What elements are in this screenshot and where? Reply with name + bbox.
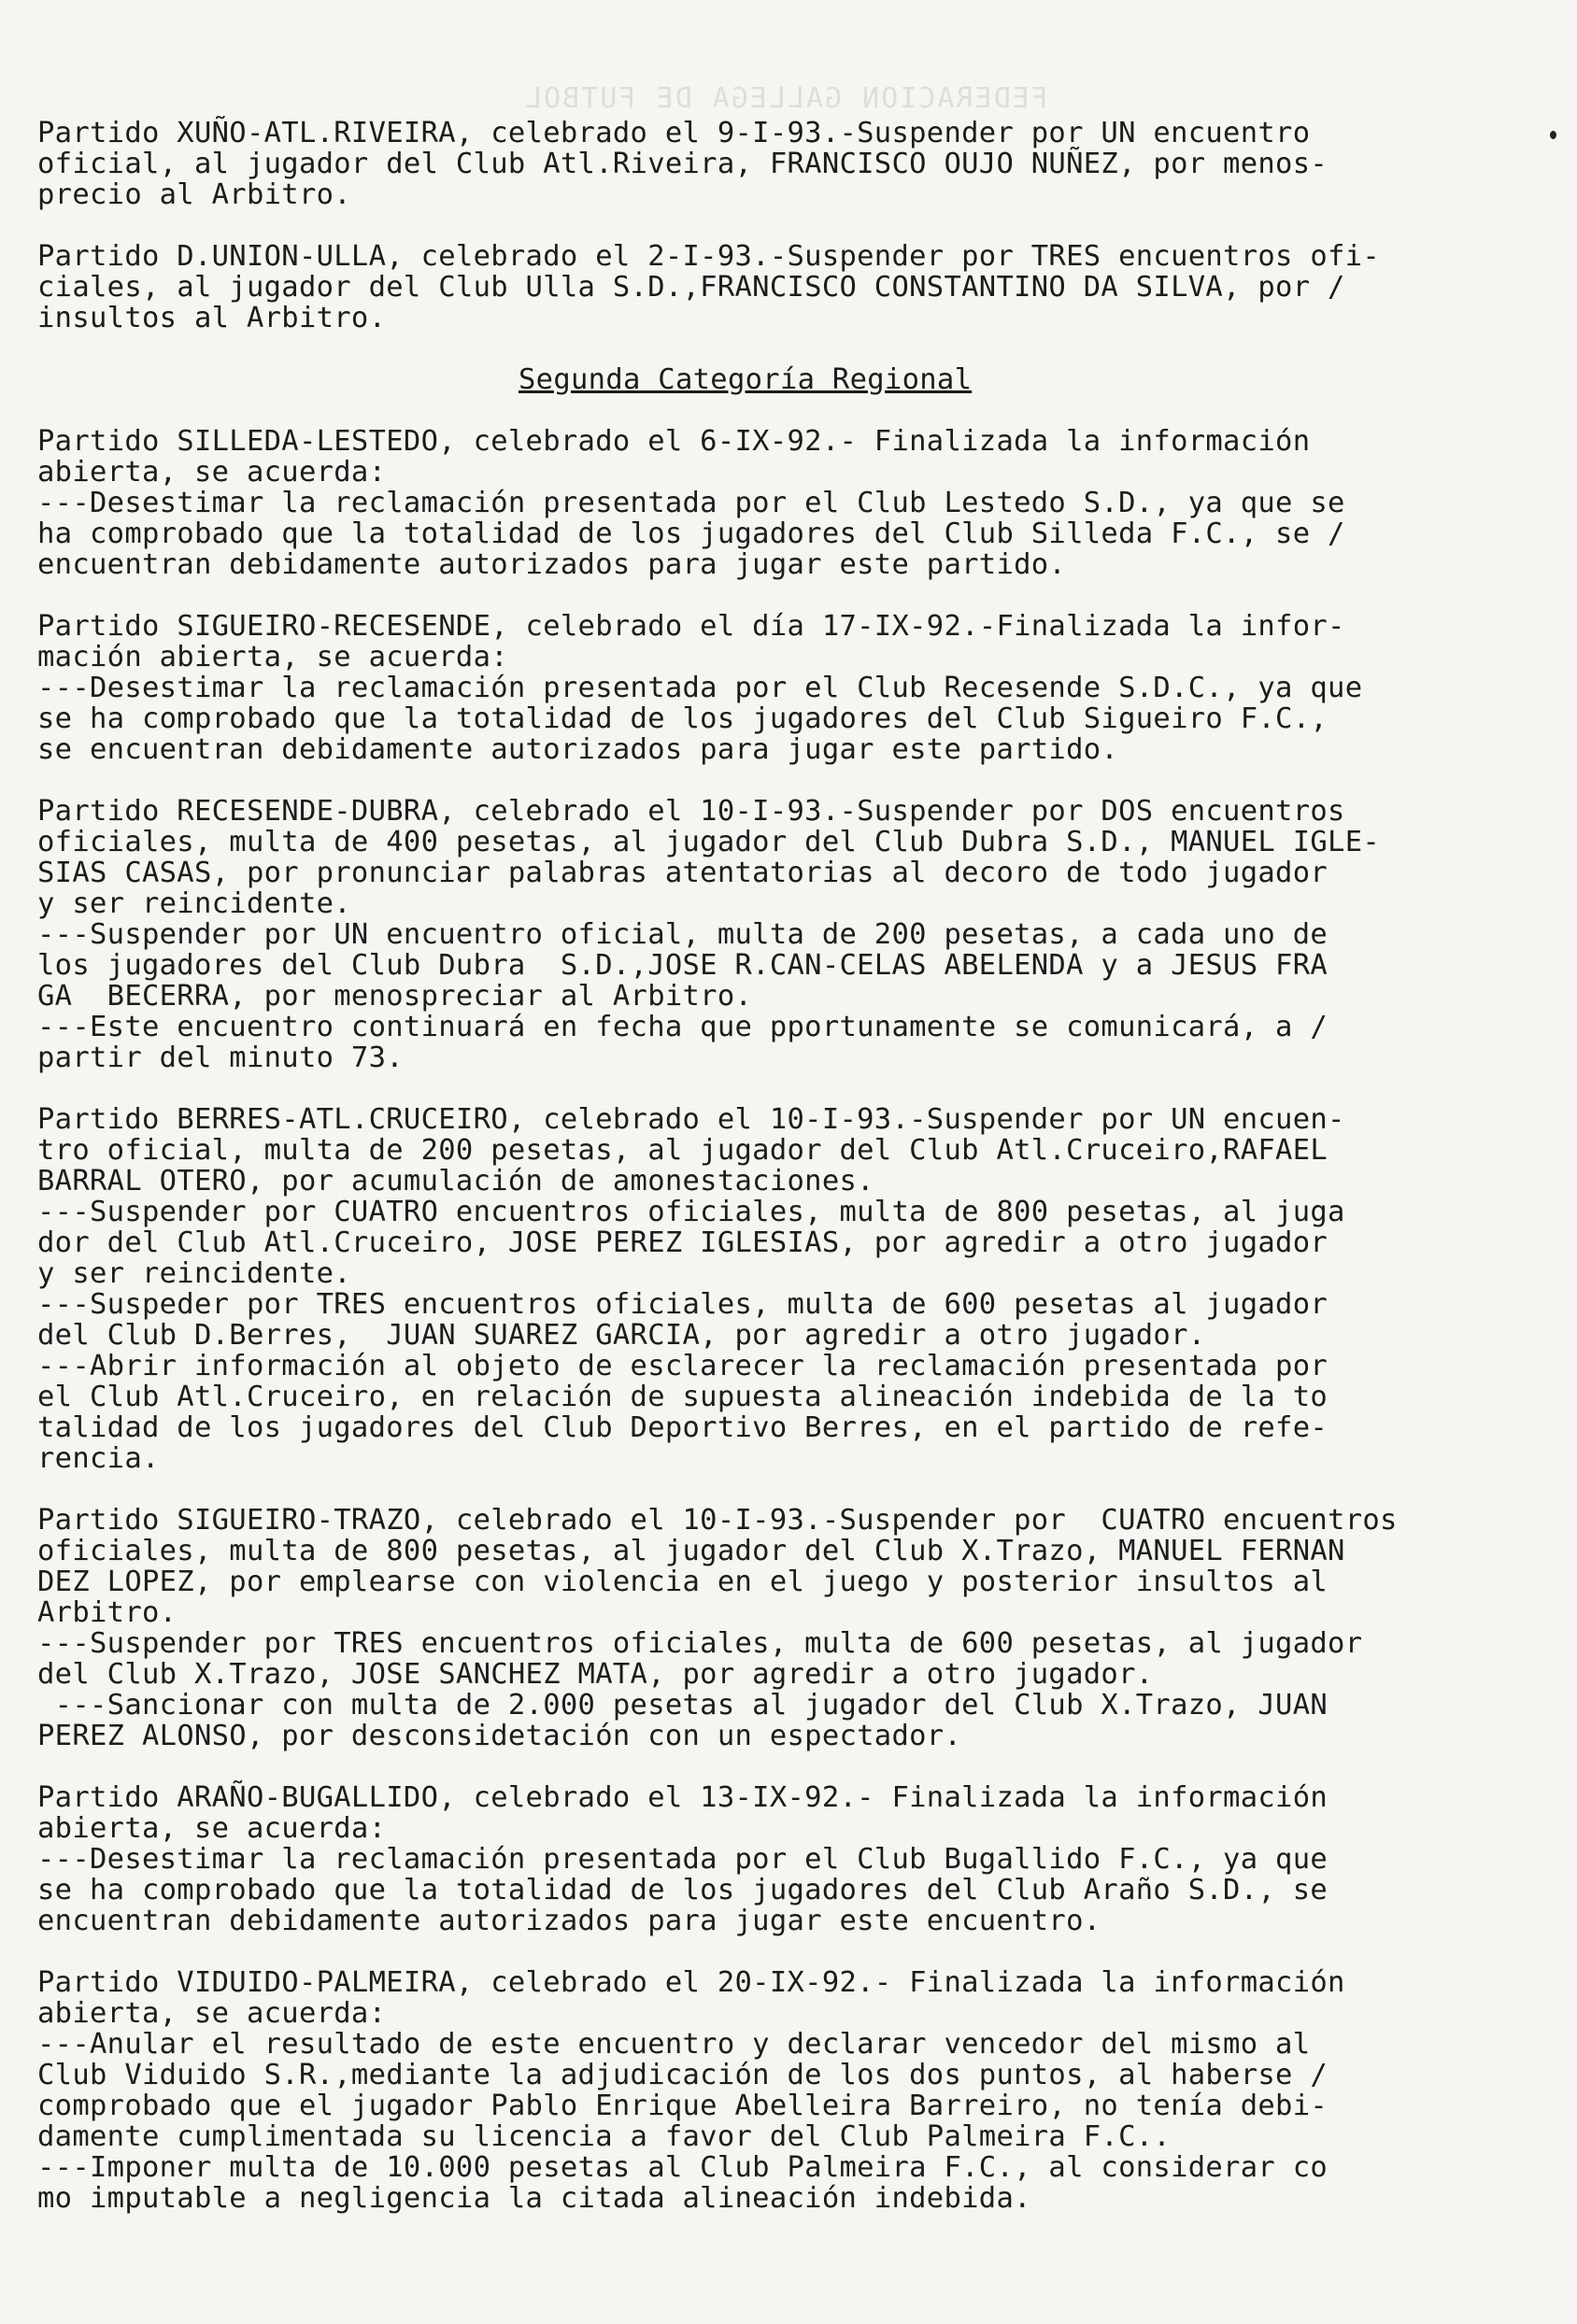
paragraph-gap <box>37 1474 1541 1505</box>
text-line: talidad de los jugadores del Club Deportivo Berres, en el partido de refe- <box>37 1411 1328 1444</box>
text-line: partir del minuto 73. <box>37 1042 404 1074</box>
text-line: se ha comprobado que la totalidad de los jugadores del Club Sigueiro F.C., <box>37 702 1328 735</box>
text-line: rencia. <box>37 1442 160 1475</box>
text-line: Partido RECESENDE-DUBRA, celebrado el 10-I-93.-Suspender por DOS encuentros <box>37 795 1345 828</box>
text-line: Partido BERRES-ATL.CRUCEIRO, celebrado el 10-I-93.-Suspender por UN encuen- <box>37 1103 1345 1136</box>
paragraph-gap <box>37 1073 1541 1104</box>
paragraph-gap <box>37 1751 1541 1782</box>
document-body <box>37 118 1541 2214</box>
paragraph-gap <box>37 580 1541 611</box>
ruling-paragraph <box>37 1104 1541 1474</box>
ruling-paragraph <box>37 118 1541 210</box>
text-line: y ser reincidente. <box>37 1257 351 1290</box>
text-line: ---Sancionar con multa de 2.000 pesetas al jugador del Club X.Trazo, JUAN <box>37 1689 1328 1722</box>
paragraph-gap <box>37 395 1541 426</box>
ruling-paragraph <box>37 426 1541 580</box>
text-line: ---Suspender por CUATRO encuentros oficiales, multa de 800 pesetas, al juga <box>37 1196 1345 1228</box>
text-line: Partido ARAÑO-BUGALLIDO, celebrado el 13-IX-92.- Finalizada la información <box>37 1781 1328 1814</box>
text-line: se ha comprobado que la totalidad de los jugadores del Club Araño S.D., se <box>37 1874 1328 1906</box>
text-line: Partido SIGUEIRO-RECESENDE, celebrado el día 17-IX-92.-Finalizada la infor- <box>37 610 1345 643</box>
text-line: oficiales, multa de 800 pesetas, al jugador del Club X.Trazo, MANUEL FERNAN <box>37 1535 1345 1567</box>
text-line: ---Suspender por TRES encuentros oficiales, multa de 600 pesetas, al jugador <box>37 1627 1363 1660</box>
text-line: Club Viduido S.R.,mediante la adjudicación de los dos puntos, al haberse / <box>37 2059 1328 2091</box>
ruling-paragraph <box>37 1782 1541 1936</box>
text-line: Partido VIDUIDO-PALMEIRA, celebrado el 20-IX-92.- Finalizada la información <box>37 1966 1345 1999</box>
text-line: mación abierta, se acuerda: <box>37 641 508 673</box>
text-line: ciales, al jugador del Club Ulla S.D.,FRANCISCO CONSTANTINO DA SILVA, por / <box>37 271 1345 304</box>
text-line: del Club X.Trazo, JOSE SANCHEZ MATA, por agredir a otro jugador. <box>37 1658 1154 1691</box>
text-line: encuentran debidamente autorizados para jugar este partido. <box>37 548 1067 581</box>
text-line: Partido D.UNION-ULLA, celebrado el 2-I-93.-Suspender por TRES encuentros ofi- <box>37 240 1381 273</box>
text-line: Arbitro. <box>37 1596 178 1629</box>
text-line: el Club Atl.Cruceiro, en relación de supuesta alineación indebida de la to <box>37 1381 1328 1413</box>
text-line: BARRAL OTERO, por acumulación de amonestaciones. <box>37 1165 874 1197</box>
text-line: ---Suspender por UN encuentro oficial, multa de 200 pesetas, a cada uno de <box>37 918 1328 951</box>
text-line: del Club D.Berres, JUAN SUAREZ GARCIA, por agredir a otro jugador. <box>37 1319 1206 1352</box>
text-line: ---Abrir información al objeto de esclarecer la reclamación presentada por <box>37 1350 1328 1382</box>
text-line: abierta, se acuerda: <box>37 1997 387 2030</box>
text-line: mo imputable a negligencia la citada alineación indebida. <box>37 2182 1031 2215</box>
paragraph-gap <box>37 1936 1541 1967</box>
paragraph-gap <box>37 333 1541 364</box>
text-line: tro oficial, multa de 200 pesetas, al jugador del Club Atl.Cruceiro,RAFAEL <box>37 1134 1328 1167</box>
paragraph-gap <box>37 210 1541 241</box>
ruling-paragraph <box>37 241 1541 333</box>
text-line: precio al Arbitro. <box>37 178 351 211</box>
text-line: abierta, se acuerda: <box>37 1812 387 1845</box>
text-line: ---Suspeder por TRES encuentros oficiales, multa de 600 pesetas al jugador <box>37 1288 1328 1321</box>
ruling-paragraph <box>37 611 1541 765</box>
ink-mark <box>1550 131 1556 139</box>
text-line: comprobado que el jugador Pablo Enrique Abelleira Barreiro, no tenía debi- <box>37 2090 1328 2122</box>
text-line: Partido SILLEDA-LESTEDO, celebrado el 6-IX-92.- Finalizada la información <box>37 425 1311 458</box>
text-line: ha comprobado que la totalidad de los jugadores del Club Silleda F.C., se / <box>37 517 1345 550</box>
text-line: Partido SIGUEIRO-TRAZO, celebrado el 10-I-93.-Suspender por CUATRO encuentros <box>37 1504 1398 1537</box>
text-line: SIAS CASAS, por pronunciar palabras atentatorias al decoro de todo jugador <box>37 857 1328 889</box>
text-line: ---Desestimar la reclamación presentada por el Club Bugallido F.C., ya que <box>37 1843 1328 1876</box>
ruling-paragraph <box>37 1505 1541 1751</box>
ruling-paragraph <box>37 796 1541 1073</box>
text-line: oficial, al jugador del Club Atl.Riveira, FRANCISCO OUJO NUÑEZ, por menos- <box>37 148 1328 180</box>
text-line: abierta, se acuerda: <box>37 456 387 489</box>
text-line: encuentran debidamente autorizados para jugar este encuentro. <box>37 1905 1101 1937</box>
text-line: y ser reincidente. <box>37 887 351 920</box>
text-line: GA BECERRA, por menospreciar al Arbitro. <box>37 980 753 1013</box>
text-line: se encuentran debidamente autorizados para jugar este partido. <box>37 733 1119 766</box>
text-line: los jugadores del Club Dubra S.D.,JOSE R.CAN-CELAS ABELENDA y a JESUS FRA <box>37 949 1328 982</box>
text-line: DEZ LOPEZ, por emplearse con violencia en el juego y posterior insultos al <box>37 1566 1328 1598</box>
text-line: damente cumplimentada su licencia a favor del Club Palmeira F.C.. <box>37 2120 1172 2153</box>
text-line: Partido XUÑO-ATL.RIVEIRA, celebrado el 9-I-93.-Suspender por UN encuentro <box>37 117 1311 149</box>
text-line: ---Imponer multa de 10.000 pesetas al Club Palmeira F.C., al considerar co <box>37 2151 1328 2184</box>
text-line: dor del Club Atl.Cruceiro, JOSE PEREZ IGLESIAS, por agredir a otro jugador <box>37 1226 1328 1259</box>
text-line: oficiales, multa de 400 pesetas, al jugador del Club Dubra S.D., MANUEL IGLE- <box>37 826 1381 858</box>
paragraph-gap <box>37 765 1541 796</box>
text-line: ---Desestimar la reclamación presentada por el Club Lestedo S.D., ya que se <box>37 487 1345 519</box>
text-line: insultos al Arbitro. <box>37 302 387 334</box>
text-line: ---Este encuentro continuará en fecha que pportunamente se comunicará, a / <box>37 1011 1328 1043</box>
ruling-paragraph <box>37 1967 1541 2214</box>
text-line: ---Anular el resultado de este encuentro y declarar vencedor del mismo al <box>37 2028 1311 2061</box>
text-line: ---Desestimar la reclamación presentada por el Club Recesende S.D.C., ya que <box>37 672 1363 704</box>
bleed-through-header: FEDERACION GALLEGA DE FUTBOL <box>523 82 1048 115</box>
section-heading: Segunda Categoría Regional <box>519 363 973 396</box>
text-line: PEREZ ALONSO, por desconsidetación con un espectador. <box>37 1720 962 1752</box>
